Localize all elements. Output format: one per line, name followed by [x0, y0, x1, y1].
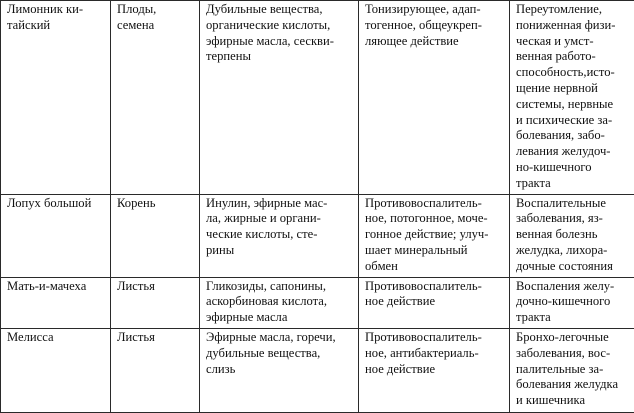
plant-name-cell: Лопух большой	[1, 194, 111, 277]
plant-name-cell: Лимонник ки- тайский	[1, 1, 111, 195]
plant-part-cell: Листья	[111, 277, 200, 328]
table-row	[1, 1, 634, 195]
active-substances-cell: Гликозиды, сапонины, аскорбиновая кислота, эфирные масла	[200, 277, 359, 328]
plant-part-cell: Плоды, семена	[111, 1, 200, 195]
pharmacological-action-cell: Тонизирующее, адап- тогенное, общеукреп- ляющее действие	[359, 1, 510, 195]
plant-part-cell: Листья	[111, 328, 200, 412]
plant-name-cell: Мелисса	[1, 328, 111, 412]
plant-name-cell: Мать-и-мачеха	[1, 277, 111, 328]
indications-cell: Бронхо-легочные заболевания, вос- палительные за- болевания желудка и кишечника	[510, 328, 634, 412]
pharmacological-action-cell: Противовоспалитель- ное, антибактериаль- ное действие	[359, 328, 510, 412]
pharmacological-action-cell: Противовоспалитель- ное, потогонное, моче- гонное действие; улуч- шает минеральный обмен	[359, 194, 510, 277]
active-substances-cell: Эфирные масла, горечи, дубильные вещества, слизь	[200, 328, 359, 412]
pharmacological-action-cell: Противовоспалитель- ное действие	[359, 277, 510, 328]
active-substances-cell: Инулин, эфирные мас- ла, жирные и органи- ческие кислоты, сте- рины	[200, 194, 359, 277]
table-row	[1, 277, 634, 328]
indications-cell: Воспалительные заболевания, яз- венная болезнь желудка, лихора- дочные состояния	[510, 194, 634, 277]
indications-cell: Воспаления желу- дочно-кишечного тракта	[510, 277, 634, 328]
active-substances-cell: Дубильные вещества, органические кислоты, эфирные масла, сескви- терпены	[200, 1, 359, 195]
plant-part-cell: Корень	[111, 194, 200, 277]
table-row	[1, 194, 634, 277]
table-row	[1, 328, 634, 412]
indications-cell: Переутомление, пониженная физи- ческая и умст- венная работо- способность,исто- щение нервной системы, нервные и психические за- болевания, забо- левания желудоч- но-кишечного тракта	[510, 1, 634, 195]
